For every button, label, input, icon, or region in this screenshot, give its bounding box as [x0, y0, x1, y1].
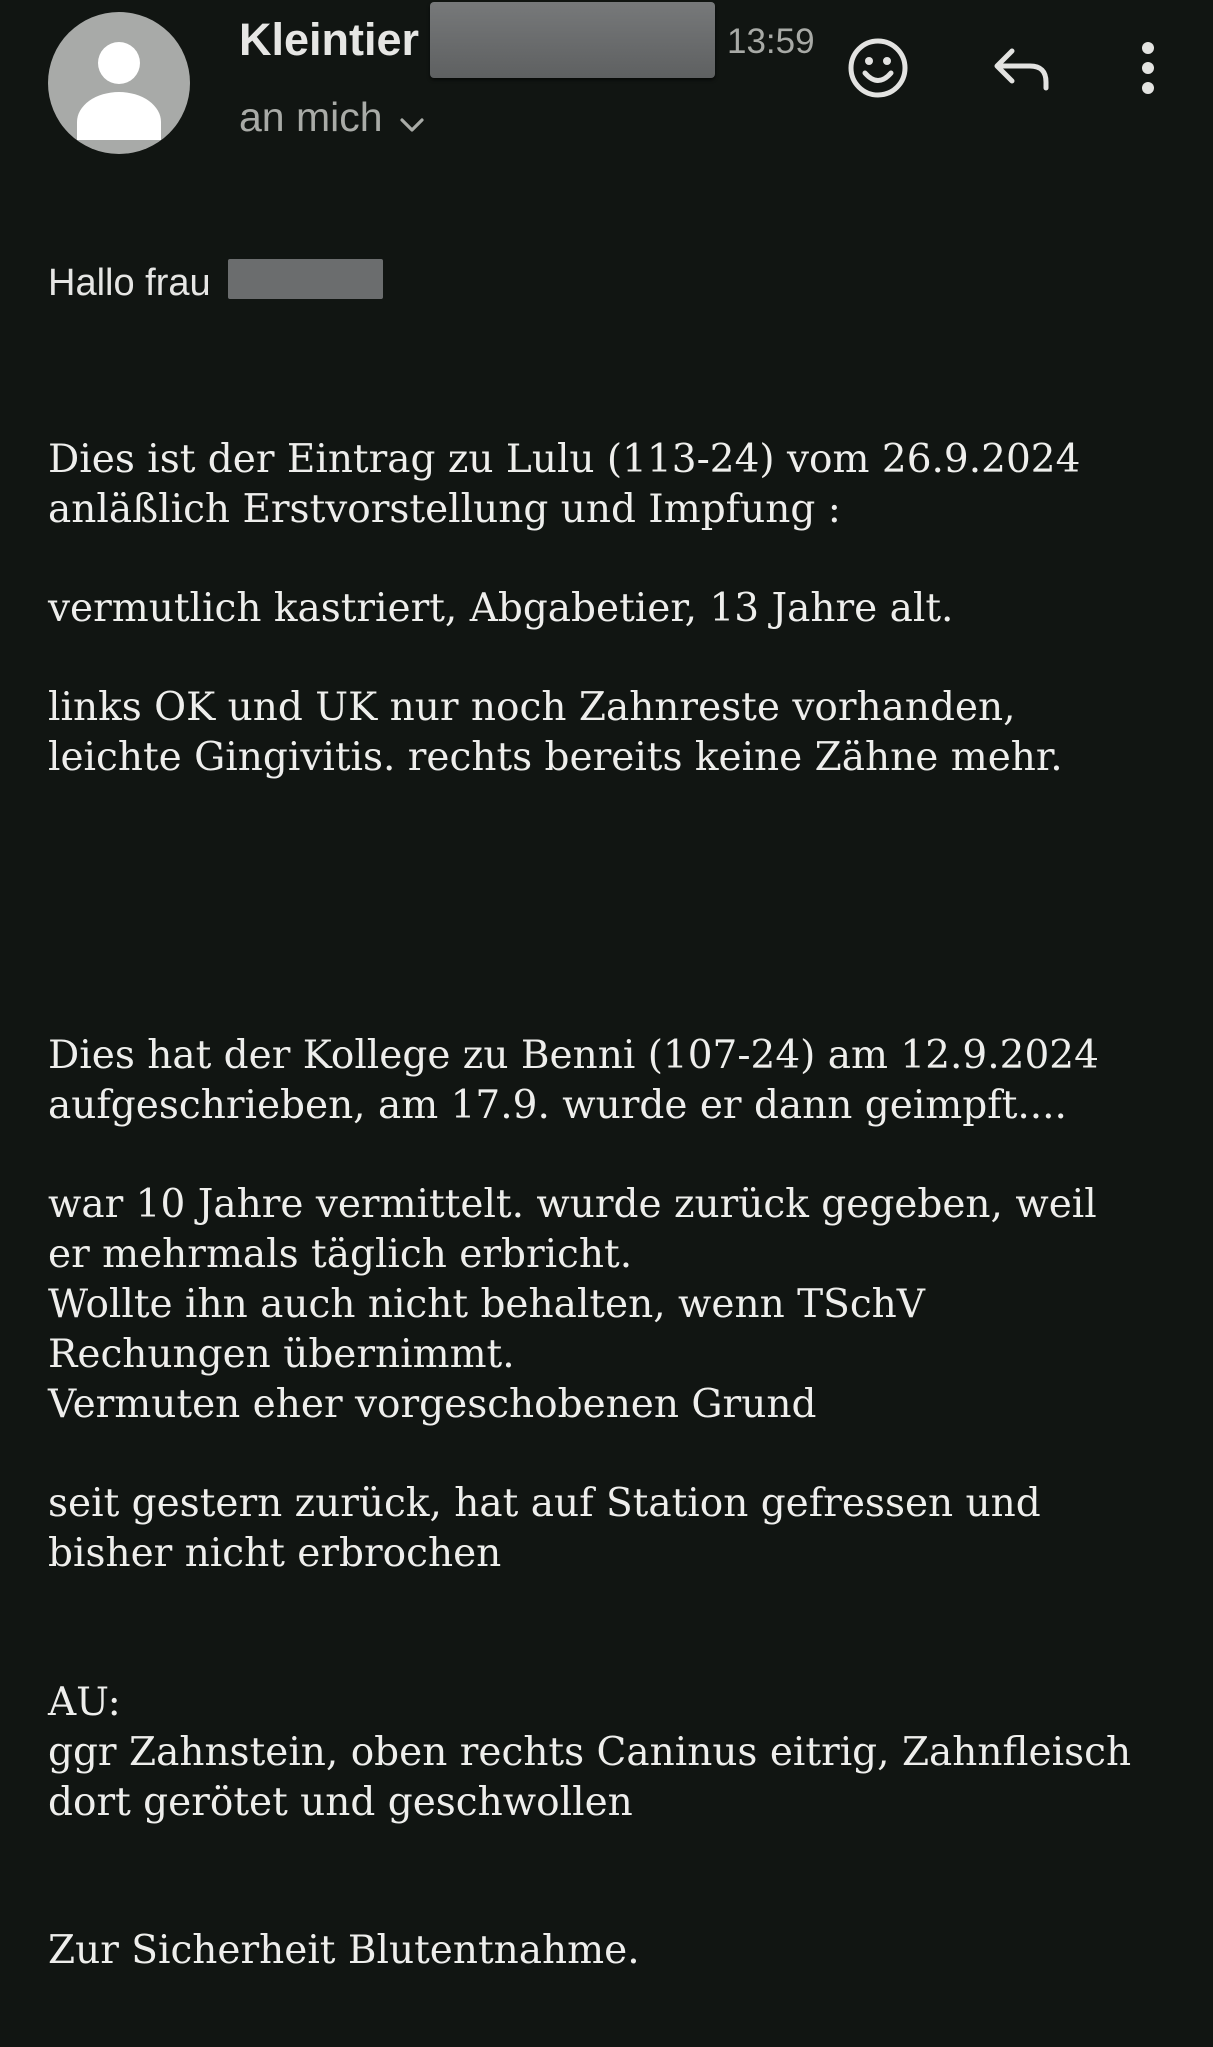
body-line: leichte Gingivitis. rechts bereits keine Zähne mehr.: [48, 735, 1063, 780]
body-line: Rechungen übernimmt.: [48, 1332, 515, 1377]
paragraph-lulu-teeth: [48, 683, 1198, 783]
body-line: ggr Zahnstein, oben rechts Caninus eitrig, Zahnfleisch: [48, 1730, 1132, 1775]
body-line: Dies ist der Eintrag zu Lulu (113-24) vom 26.9.2024: [48, 437, 1081, 482]
body-line: aufgeschrieben, am 17.9. wurde er dann geimpft....: [48, 1083, 1067, 1128]
reply-button[interactable]: [982, 30, 1062, 110]
sender-avatar[interactable]: [48, 12, 190, 154]
paragraph-blood-sample: [48, 1926, 1198, 1976]
body-line: er mehrmals täglich erbricht.: [48, 1232, 633, 1277]
paragraph-lulu-details: [48, 584, 1198, 634]
body-line: links OK und UK nur noch Zahnreste vorhanden,: [48, 685, 1016, 730]
paragraph-lulu-entry: [48, 435, 1198, 535]
chevron-down-icon: [399, 97, 425, 144]
body-line: vermutlich kastriert, Abgabetier, 13 Jahre alt.: [48, 586, 954, 631]
redacted-recipient-name: [228, 259, 383, 299]
recipient-details-toggle[interactable]: [239, 94, 425, 144]
avatar-body-shape: [77, 92, 161, 140]
paragraph-benni-entry: [48, 1031, 1198, 1131]
body-line: Zur Sicherheit Blutentnahme.: [48, 1928, 640, 1973]
body-line: dort gerötet und geschwollen: [48, 1780, 633, 1825]
body-line: Vermuten eher vorgeschobenen Grund: [48, 1382, 817, 1427]
body-line: Dies hat der Kollege zu Benni (107-24) am 12.9.2024: [48, 1033, 1099, 1078]
recipient-label: an mich: [239, 94, 383, 140]
smiley-icon: [846, 36, 910, 105]
body-line: bisher nicht erbrochen: [48, 1531, 502, 1576]
body-line: seit gestern zurück, hat auf Station gefressen und: [48, 1481, 1041, 1526]
add-reaction-button[interactable]: [838, 30, 918, 110]
sender-name[interactable]: Kleintier: [239, 14, 420, 65]
more-options-button[interactable]: [1108, 30, 1188, 110]
body-line: Wollte ihn auch nicht behalten, wenn TSchV: [48, 1282, 925, 1327]
more-vertical-icon: [1138, 40, 1158, 101]
body-line: anläßlich Erstvorstellung und Impfung :: [48, 487, 841, 532]
avatar-head-shape: [98, 42, 140, 84]
message-time: 13:59: [727, 22, 815, 61]
paragraph-examination: [48, 1678, 1198, 1828]
email-header: [0, 0, 1213, 200]
greeting-line: Hallo frau: [48, 262, 211, 304]
body-line: war 10 Jahre vermittelt. wurde zurück gegeben, weil: [48, 1182, 1097, 1227]
reply-arrow-icon: [992, 43, 1052, 98]
paragraph-benni-history: [48, 1180, 1198, 1430]
redacted-sender-block: [430, 2, 715, 78]
body-line: AU:: [48, 1680, 121, 1725]
paragraph-benni-status: [48, 1479, 1198, 1579]
